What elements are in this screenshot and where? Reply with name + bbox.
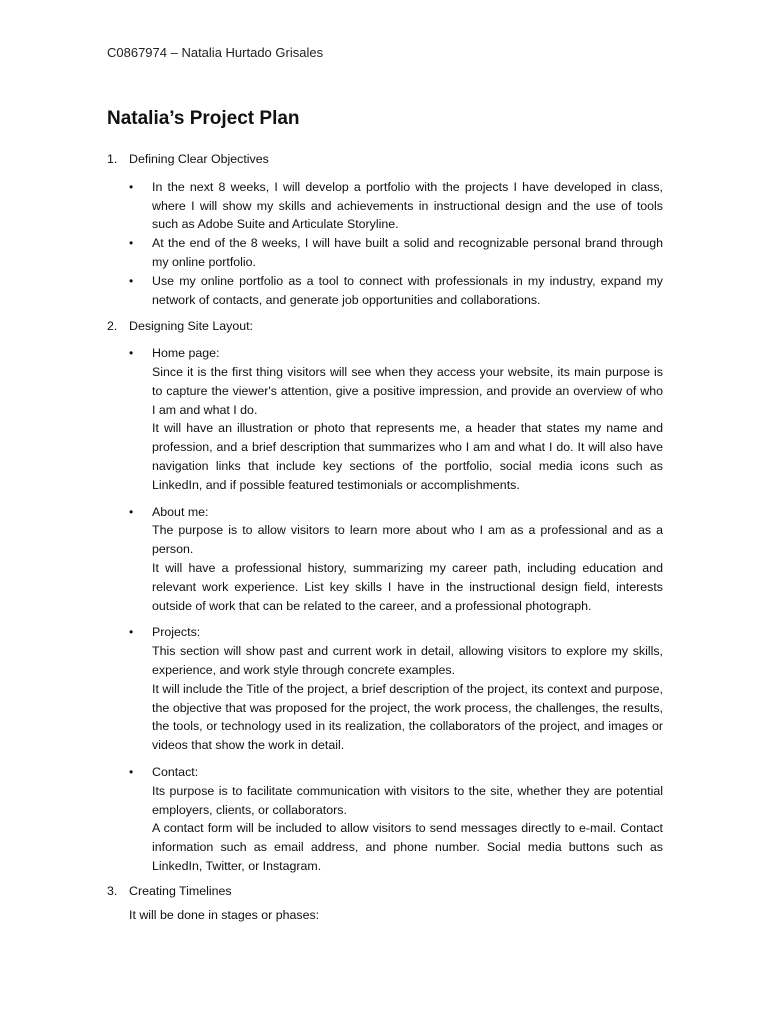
section-heading: Designing Site Layout: [129, 319, 253, 334]
item-text: The purpose is to allow visitors to learn more about who I am as a professional and as a person. [152, 523, 663, 557]
document-header: C0867974 – Natalia Hurtado Grisales [107, 45, 324, 60]
item-label: Home page: [152, 346, 220, 361]
item-text: This section will show past and current work in detail, allowing visitors to explore my skills, experience, and work style through concrete examples. [152, 644, 663, 677]
item-text: In the next 8 weeks, I will develop a portfolio with the projects I have developed in class, where I will show my skills and achievements in instructional design and the use of tools such as Adobe Suite and Articulate Storyline. [152, 179, 663, 232]
item-label: Projects: [152, 625, 201, 640]
list-item-home-page [129, 344, 663, 494]
section-objectives [107, 150, 663, 309]
bullet-list [129, 178, 663, 310]
bullet-icon: • [129, 179, 134, 194]
item-text: It will include the Title of the project, a brief description of the project, its context and purpose, the objective that was proposed for the project, the work process, the challenges, the results, the tools, or technology used in its realization, the collaborators of the project, and images or videos that show the work in detail. [152, 681, 663, 753]
item-text: It will have an illustration or photo that represents me, a header that states my name and profession, and a brief description that summarizes who I am and what I do. It will also have navigation links that include key sections of the portfolio, social media icons such as LinkedIn, and if possible featured testimonials or accomplishments. [152, 421, 663, 492]
section-timelines [107, 882, 663, 926]
section-number: 2. [107, 319, 118, 334]
list-item-about-me [129, 503, 663, 616]
section-site-layout [107, 317, 663, 875]
list-item [129, 272, 663, 310]
bullet-icon: • [129, 236, 134, 251]
section-number: 1. [107, 152, 118, 166]
item-text: Its purpose is to facilitate communication with visitors to the site, whether they are potential employers, clients, or collaborators. [152, 783, 663, 817]
section-number: 3. [107, 883, 118, 898]
list-item-projects [129, 623, 663, 755]
section-heading: Defining Clear Objectives [129, 152, 269, 166]
list-item [129, 234, 663, 272]
bullet-icon: • [129, 504, 134, 519]
bullet-list [129, 344, 663, 876]
bullet-icon: • [129, 764, 134, 779]
section-heading: Creating Timelines [129, 883, 232, 898]
page-title: Natalia’s Project Plan [107, 108, 300, 129]
list-item [129, 178, 663, 234]
item-label: Contact: [152, 764, 199, 779]
bullet-icon: • [129, 273, 134, 288]
item-text: At the end of the 8 weeks, I will have built a solid and recognizable personal brand through my online portfolio. [152, 236, 663, 269]
document-body [107, 150, 663, 925]
bullet-icon: • [129, 625, 134, 640]
item-text: It will have a professional history, summarizing my career path, including education and relevant work experience. List key skills I have in the instructional design field, interests outside of work that can be related to the career, and a professional photograph. [152, 560, 663, 613]
item-text: A contact form will be included to allow visitors to send messages directly to e-mail. Contact information such as email address, and phone number. Social media buttons such as LinkedIn, Twitter, or Instagram. [152, 821, 663, 873]
list-item-contact [129, 763, 663, 876]
section-intro: It will be done in stages or phases: [129, 908, 320, 923]
bullet-icon: • [129, 346, 134, 361]
item-text: Since it is the first thing visitors will see when they access your website, its main purpose is to capture the viewer's attention, give a positive impression, and provide an overview of who I am and what I do. [152, 364, 663, 417]
item-label: About me: [152, 504, 209, 519]
item-text: Use my online portfolio as a tool to connect with professionals in my industry, expand my network of contacts, and generate job opportunities and collaborations. [152, 273, 663, 307]
